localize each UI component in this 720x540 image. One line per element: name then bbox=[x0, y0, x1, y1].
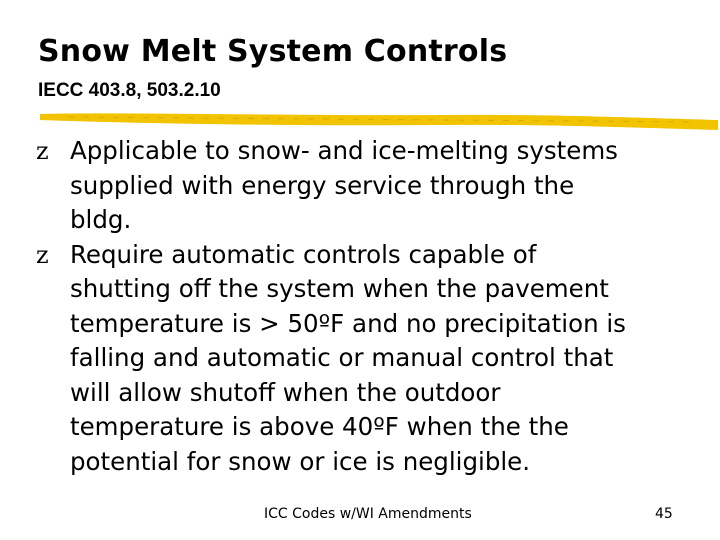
slide-footer: ICC Codes w/WI Amendments bbox=[264, 506, 472, 522]
bullet-text-line: falling and automatic or manual control that bbox=[70, 343, 614, 372]
bullet-item bbox=[36, 238, 686, 480]
bullet-list bbox=[36, 134, 686, 479]
bullet-marker-icon: z bbox=[36, 240, 49, 269]
bullet-text-line: potential for snow or ice is negligible. bbox=[70, 446, 531, 476]
slide-subtitle: IECC 403.8, 503.2.10 bbox=[38, 80, 221, 101]
bullet-text-line: bldg. bbox=[70, 205, 132, 234]
bullet-text-line: Require automatic controls capable of bbox=[70, 239, 537, 269]
bullet-text-line: temperature is above 40ºF when the the bbox=[70, 412, 569, 441]
bullet-text-line: will allow shutoff when the outdoor bbox=[70, 377, 501, 407]
bullet-text-line: Applicable to snow- and ice-melting systems bbox=[70, 136, 618, 165]
bullet-item bbox=[36, 134, 686, 238]
brushstroke-band bbox=[40, 113, 718, 130]
bullet-text-line: temperature is > 50ºF and no precipitation is bbox=[70, 308, 626, 338]
slide-title: Snow Melt System Controls bbox=[38, 34, 508, 69]
bullet-text-line: supplied with energy service through the bbox=[70, 170, 575, 200]
title-underline-brushstroke bbox=[38, 110, 720, 132]
page-number: 45 bbox=[655, 506, 673, 522]
bullet-marker-icon: z bbox=[36, 137, 49, 165]
bullet-text-line: shutting off the system when the pavement bbox=[70, 274, 609, 303]
